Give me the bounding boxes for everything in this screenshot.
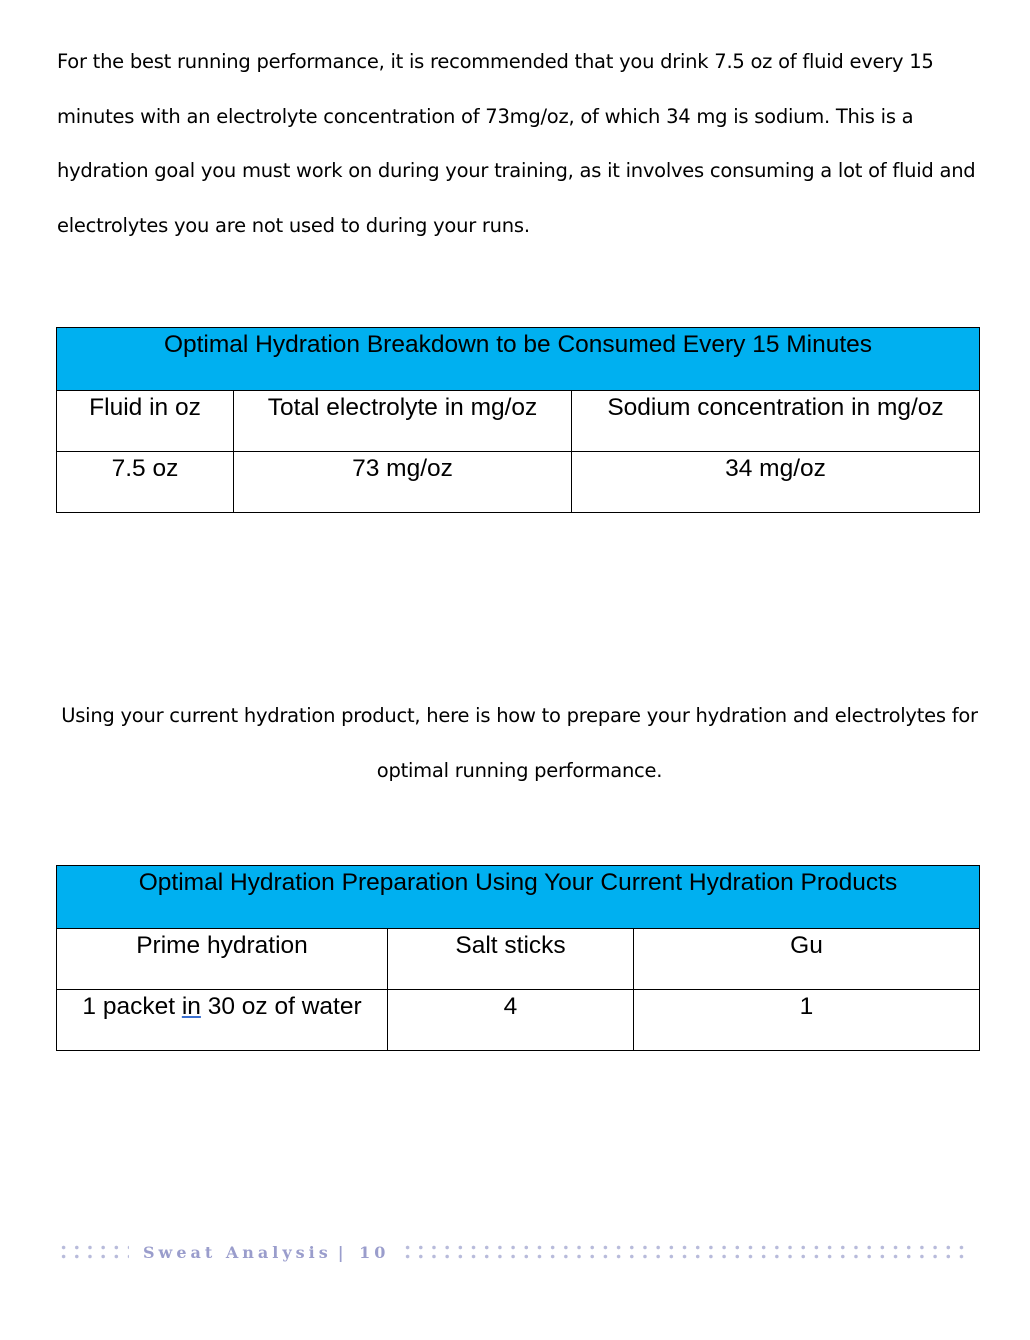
footer-dot-pattern — [57, 1243, 129, 1261]
preparation-paragraph: Using your current hydration product, here is how to prepare your hydration and electrolytes for optimal running performance. — [61, 704, 978, 782]
hydration-preparation-table — [56, 865, 980, 1051]
table-title-cell — [57, 866, 980, 929]
value-prime-hydration-part: 30 oz of water — [200, 993, 362, 1020]
intro-paragraph: For the best running performance, it is recommended that you drink 7.5 oz of fluid every 15 minutes with an electrolyte concentration of 73mg/oz, of which 34 mg is sodium. This is a hydration goal you must work on during your training, as it involves consuming a lot of fluid and electrolytes you are not used to during your runs. — [57, 50, 976, 237]
table-title: Optimal Hydration Preparation Using Your Current Hydration Products — [138, 869, 898, 896]
header-cell — [57, 929, 388, 990]
header-cell — [57, 391, 234, 452]
header-cell — [234, 391, 572, 452]
value-prime-hydration-underlined: in — [181, 993, 201, 1020]
table-header-row — [57, 391, 980, 452]
table-cell — [388, 990, 634, 1051]
value-fluid: 7.5 oz — [111, 455, 179, 482]
footer-text — [143, 1243, 389, 1262]
table-title: Optimal Hydration Breakdown to be Consumed Every 15 Minutes — [163, 331, 873, 358]
hydration-breakdown-table — [56, 327, 980, 513]
header-sodium: Sodium concentration in mg/oz — [607, 394, 944, 421]
table-title-row — [57, 866, 980, 929]
page-number: 10 — [359, 1242, 390, 1262]
header-fluid: Fluid in oz — [89, 394, 201, 421]
table-header-row — [57, 929, 980, 990]
table-title-cell — [57, 328, 980, 391]
header-cell — [388, 929, 634, 990]
page-footer — [57, 1240, 967, 1264]
value-salt-sticks: 4 — [503, 993, 518, 1020]
header-total-electrolyte: Total electrolyte in mg/oz — [267, 394, 538, 421]
value-sodium: 34 mg/oz — [725, 455, 826, 482]
table-row — [57, 452, 980, 513]
header-cell — [634, 929, 980, 990]
table-cell — [234, 452, 572, 513]
table-cell — [634, 990, 980, 1051]
header-salt-sticks: Salt sticks — [455, 932, 566, 959]
footer-label: Sweat Analysis — [143, 1242, 332, 1262]
value-prime-hydration — [57, 990, 387, 1020]
header-gu: Gu — [790, 932, 823, 959]
table-row — [57, 990, 980, 1051]
header-cell — [572, 391, 980, 452]
value-total-electrolyte: 73 mg/oz — [352, 455, 453, 482]
table-cell — [57, 990, 388, 1051]
value-prime-hydration-part: 1 packet — [82, 993, 182, 1020]
table-cell — [572, 452, 980, 513]
footer-separator: | — [337, 1242, 348, 1262]
table-cell — [57, 452, 234, 513]
header-prime-hydration: Prime hydration — [136, 932, 308, 959]
value-gu: 1 — [799, 993, 814, 1020]
table-title-row — [57, 328, 980, 391]
footer-dot-pattern — [401, 1243, 967, 1261]
